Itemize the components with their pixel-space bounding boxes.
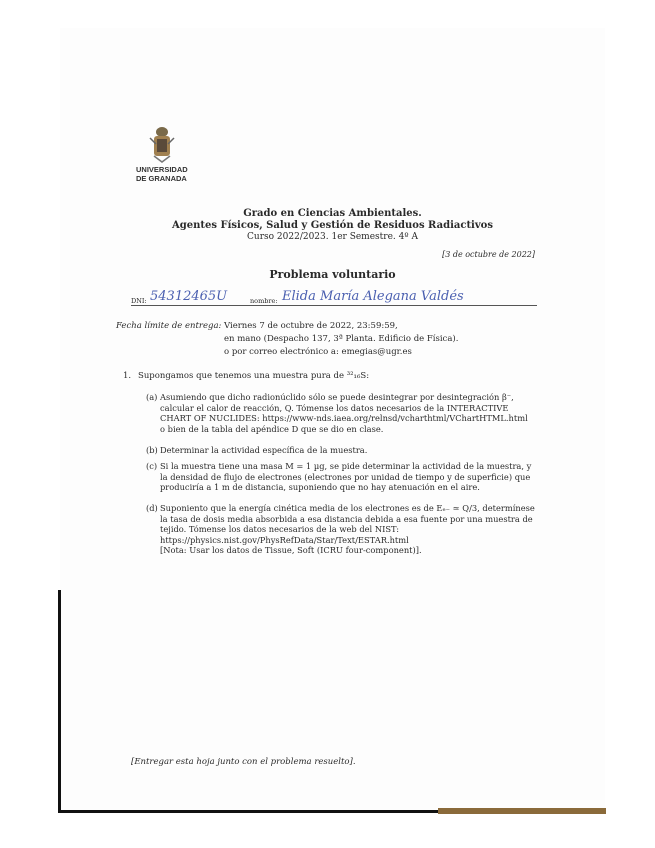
name-label: nombre:: [250, 297, 278, 305]
part-b-label: (b): [146, 445, 158, 455]
part-c-label: (c): [146, 461, 158, 471]
scan-edge-bottom-shadow: [438, 808, 606, 814]
part-a: [146, 392, 566, 434]
part-a-line-3: CHART OF NUCLIDES: https://www-nds.iaea.org/relnsd/vcharthtml/VChartHTML.html: [160, 413, 528, 424]
part-c: [146, 461, 566, 493]
part-d-line-4: https://physics.nist.gov/PhysRefData/Star/Text/ESTAR.html: [160, 534, 409, 545]
dni-value: 54312465U: [150, 289, 228, 304]
footer-note: [Entregar esta hoja junto con el problema resuelto].: [131, 757, 356, 767]
part-c-line-3: produciría a 1 m de distancia, suponiendo que no hay atenuación en el aire.: [160, 482, 480, 493]
name-value: Elida María Alegana Valdés: [282, 289, 464, 304]
subject-title: Agentes Físicos, Salud y Gestión de Residuos Radiactivos: [172, 220, 493, 231]
deadline-line-2: en mano (Despacho 137, 3ª Planta. Edificio de Física).: [224, 334, 459, 344]
part-d-line-5: [Nota: Usar los datos de Tissue, Soft (ICRU four-component)].: [160, 545, 422, 556]
deadline-line-3: o por correo electrónico a: emegias@ugr.es: [224, 347, 412, 357]
university-name: [136, 165, 188, 183]
signature-underline: [131, 305, 537, 306]
header-date: [3 de octubre de 2022]: [442, 250, 535, 259]
part-a-line-1: Asumiendo que dicho radionúclido sólo se puede desintegrar por desintegración β⁻,: [160, 392, 514, 402]
deadline-line-1: Viernes 7 de octubre de 2022, 23:59:59,: [224, 321, 398, 331]
university-line-1: UNIVERSIDAD: [136, 165, 188, 174]
part-a-label: (a): [146, 392, 158, 402]
part-d-line-3: tejido. Tómense los datos necesarios de la web del NIST:: [160, 524, 400, 535]
scan-edge-left: [58, 590, 61, 812]
university-seal-icon: [148, 124, 176, 166]
part-a-line-2: calcular el calor de reacción, Q. Tómense los datos necesarios de la INTERACTIVE: [160, 402, 509, 413]
part-c-line-1: Si la muestra tiene una masa M = 1 µg, se pide determinar la actividad de la muestra, y: [160, 461, 532, 471]
dni-label: DNI:: [131, 297, 147, 305]
deadline-label: Fecha límite de entrega:: [116, 321, 222, 331]
part-d-line-2: la tasa de dosis media absorbida a esa distancia debida a esa fuente por una muestra de: [160, 513, 533, 524]
degree-title: Grado en Ciencias Ambientales.: [243, 208, 422, 219]
part-b: [146, 445, 566, 456]
part-c-line-2: la densidad de flujo de electrones (electrones por unidad de tiempo y de superficie) que: [160, 471, 531, 482]
question-number: 1.: [123, 371, 132, 381]
part-d-line-1: Suponiento que la energía cinética media de los electrones es de Eₑ₋ ≃ Q/3, determínese: [160, 503, 535, 513]
course-line: Curso 2022/2023. 1er Semestre. 4º A: [247, 232, 418, 242]
part-a-line-4: o bien de la tabla del apéndice D que se dio en clase.: [160, 423, 384, 434]
page-title: Problema voluntario: [269, 268, 396, 281]
scan-edge-bottom: [58, 810, 438, 813]
question-intro: Supongamos que tenemos una muestra pura de ³²₁₆S:: [138, 371, 370, 381]
university-line-2: DE GRANADA: [136, 174, 187, 183]
part-d-label: (d): [146, 503, 158, 513]
part-d: [146, 503, 566, 556]
part-b-line-1: Determinar la actividad específica de la muestra.: [160, 445, 368, 455]
